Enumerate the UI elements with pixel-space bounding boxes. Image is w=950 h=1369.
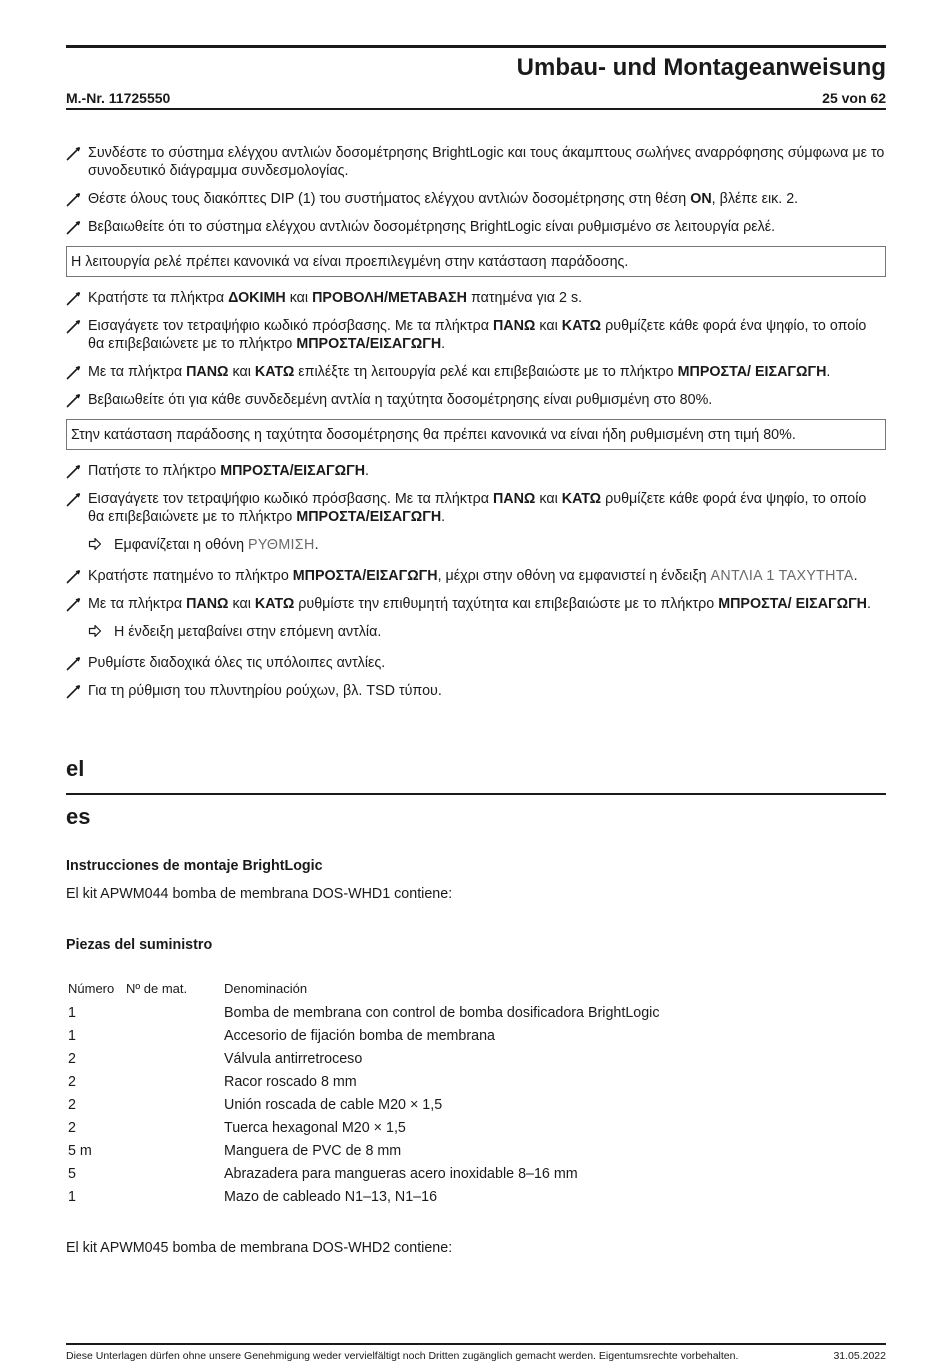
wrench-step-icon [66, 596, 82, 612]
cell-material-number [124, 1163, 222, 1186]
cell-quantity: 5 [68, 1166, 76, 1182]
step-text: Με τα πλήκτρα [88, 596, 187, 612]
table-row [66, 1117, 884, 1140]
instruction-step [66, 289, 886, 307]
table-row [66, 1094, 884, 1117]
table-row [66, 1048, 884, 1071]
footer-date: 31.05.2022 [833, 1350, 886, 1362]
instruction-step [66, 391, 886, 409]
step-text: πατημένα για 2 s. [466, 290, 583, 306]
display-text: ΡΥΘΜΙΣΗ [248, 537, 315, 553]
step-text: Πατήστε το πλήκτρο [88, 463, 221, 479]
step-text: και [285, 290, 313, 306]
step-text: . [441, 509, 446, 525]
note-box [66, 419, 886, 450]
cell-denomination: Racor roscado 8 mm [224, 1074, 357, 1090]
step-text: Εισαγάγετε τον τετραψήφιο κωδικό πρόσβασης. Με τα πλήκτρα [88, 491, 493, 507]
step-text: Κρατήστε πατημένο το πλήκτρο [88, 568, 293, 584]
cell-quantity: 2 [68, 1097, 76, 1113]
key-name: ΠΡΟΒΟΛΗ/ΜΕΤΑΒΑΣΗ [312, 290, 467, 306]
instruction-step [66, 317, 886, 353]
instruction-step [66, 490, 886, 526]
cell-denomination: Tuerca hexagonal M20 × 1,5 [224, 1120, 406, 1136]
wrench-step-icon [66, 463, 82, 479]
cell-quantity: 1 [68, 1189, 76, 1205]
step-text: . [826, 364, 831, 380]
wrench-step-icon [66, 655, 82, 671]
key-name: ΠΑΝΩ [492, 491, 536, 507]
arrow-result-icon [88, 537, 102, 551]
parts-heading: Piezas del suministro [66, 937, 213, 953]
step-text: Στην κατάσταση παράδοσης η ταχύτητα δοσομέτρησης θα πρέπει κανονικά να είναι ήδη ρυθμισμένη στη τιμή 80%. [71, 427, 796, 443]
step-text: Ρυθμίστε διαδοχικά όλες τις υπόλοιπες αντλίες. [88, 655, 386, 671]
column-header-number: Número [68, 981, 115, 996]
step-text: Θέστε όλους τους διακόπτες DIP (1) του συστήματος ελέγχου αντλιών δοσομέτρησης στη θέση [88, 191, 691, 207]
wrench-step-icon [66, 568, 82, 584]
cell-denomination: Bomba de membrana con control de bomba dosificadora BrightLogic [224, 1005, 660, 1021]
document-title: Umbau- und Montageanweisung [516, 54, 886, 81]
kit-description-2: El kit APWM045 bomba de membrana DOS-WHD2 contiene: [66, 1240, 453, 1256]
greek-instructions [66, 144, 886, 710]
step-text: . [441, 336, 446, 352]
step-text: και [228, 596, 255, 612]
instruction-step [66, 363, 886, 381]
key-name: ΜΠΡΟΣΤΑ/ΕΙΣΑΓΩΓΗ [220, 463, 366, 479]
instruction-step [66, 218, 886, 236]
page-indicator: 25 von 62 [822, 90, 886, 106]
instruction-step [66, 654, 886, 672]
cell-denomination: Manguera de PVC de 8 mm [224, 1143, 402, 1159]
cell-quantity: 1 [68, 1005, 76, 1021]
step-text: Βεβαιωθείτε ότι για κάθε συνδεδεμένη αντλία η ταχύτητα δοσομέτρησης είναι ρυθμισμένη στο 80%. [88, 392, 713, 408]
wrench-step-icon [66, 219, 82, 235]
instruction-step [66, 567, 886, 585]
result-item [66, 536, 886, 554]
key-name: ΚΑΤΩ [254, 596, 295, 612]
section-divider [66, 793, 886, 795]
key-name: ΚΑΤΩ [561, 491, 602, 507]
wrench-step-icon [66, 491, 82, 507]
step-text: και [535, 491, 562, 507]
table-row [66, 1140, 884, 1163]
note-box [66, 246, 886, 277]
header-meta [66, 90, 886, 106]
wrench-step-icon [66, 290, 82, 306]
footer-rule [66, 1343, 886, 1345]
key-name: ON [690, 191, 712, 207]
header-rule [66, 45, 886, 48]
step-text: Εμφανίζεται η οθόνη [114, 537, 249, 553]
step-text: , βλέπε εικ. 2. [711, 191, 799, 207]
footer [66, 1350, 886, 1362]
step-text: . [867, 596, 871, 612]
instruction-step [66, 190, 886, 208]
cell-denomination: Mazo de cableado N1–13, N1–16 [224, 1189, 438, 1205]
column-header-material: Nº de mat. [126, 981, 188, 996]
table-row [66, 1163, 884, 1186]
cell-denomination: Unión roscada de cable M20 × 1,5 [224, 1097, 443, 1113]
step-text: Η λειτουργία ρελέ πρέπει κανονικά να είναι προεπιλεγμένη στην κατάσταση παράδοσης. [71, 254, 629, 270]
cell-quantity: 5 m [68, 1143, 92, 1159]
header-rule-thin [66, 108, 886, 110]
language-marker-es: es [66, 804, 91, 829]
wrench-step-icon [66, 191, 82, 207]
column-header-name: Denominación [224, 981, 308, 996]
step-text: και [535, 318, 562, 334]
key-name: ΚΑΤΩ [561, 318, 602, 334]
parts-table [66, 980, 884, 1209]
key-name: ΜΠΡΟΣΤΑ/ΕΙΣΑΓΩΓΗ [296, 509, 442, 525]
key-name: ΠΑΝΩ [186, 596, 229, 612]
step-text: ρυθμίζετε κάθε φορά ένα ψηφίο, το οποίο θα επιβεβαιώνετε με το πλήκτρο [88, 318, 867, 352]
display-text: ΑΝΤΛΙΑ 1 ΤΑΧΥΤΗΤΑ [710, 568, 854, 584]
wrench-step-icon [66, 145, 82, 161]
step-text: . [365, 463, 370, 479]
table-row [66, 1025, 884, 1048]
table-row [66, 1071, 884, 1094]
wrench-step-icon [66, 683, 82, 699]
cell-quantity: 2 [68, 1120, 76, 1136]
arrow-result-icon [88, 624, 102, 638]
cell-material-number [124, 1071, 222, 1094]
cell-denomination: Abrazadera para mangueras acero inoxidable 8–16 mm [224, 1166, 578, 1182]
cell-quantity: 1 [68, 1028, 76, 1044]
key-name: ΜΠΡΟΣΤΑ/ΕΙΣΑΓΩΓΗ [296, 336, 442, 352]
cell-quantity: 2 [68, 1051, 76, 1067]
wrench-step-icon [66, 318, 82, 334]
step-text: επιλέξτε τη λειτουργία ρελέ και επιβεβαιώστε με το πλήκτρο [294, 364, 678, 380]
language-marker-el: el [66, 756, 85, 781]
step-text: ρυθμίστε την επιθυμητή ταχύτητα και επιβεβαιώστε με το πλήκτρο [294, 596, 719, 612]
spanish-section [66, 857, 886, 1257]
step-text: . [853, 568, 858, 584]
cell-denomination: Válvula antirretroceso [224, 1051, 363, 1067]
key-name: ΠΑΝΩ [492, 318, 536, 334]
footer-disclaimer: Diese Unterlagen dürfen ohne unsere Genehmigung weder vervielfältigt noch Dritten zugänglich gemacht werden. Eigentumsrechte vorbehalten. [66, 1350, 739, 1362]
key-name: ΔΟΚΙΜΗ [228, 290, 286, 306]
step-text: , μέχρι στην οθόνη να εμφανιστεί η ένδειξη [437, 568, 711, 584]
section-heading: Instrucciones de montaje BrightLogic [66, 858, 323, 874]
cell-material-number [124, 1002, 222, 1025]
cell-material-number [124, 1048, 222, 1071]
cell-material-number [124, 1094, 222, 1117]
step-text: Συνδέστε το σύστημα ελέγχου αντλιών δοσομέτρησης BrightLogic και τους άκαμπτους σωλήνες αναρρόφησης σύμφωνα με το συνοδευτικό διάγραμμα συνδεσμολογίας. [88, 145, 885, 179]
step-text: Η ένδειξη μεταβαίνει στην επόμενη αντλία. [114, 624, 382, 640]
wrench-step-icon [66, 364, 82, 380]
wrench-step-icon [66, 392, 82, 408]
cell-material-number [124, 1186, 222, 1209]
key-name: ΚΑΤΩ [254, 364, 295, 380]
instruction-step [66, 462, 886, 480]
instruction-step [66, 595, 886, 613]
table-row [66, 1186, 884, 1209]
step-text: Με τα πλήκτρα [88, 364, 187, 380]
key-name: ΠΑΝΩ [186, 364, 229, 380]
doc-number: M.-Nr. 11725550 [66, 90, 171, 106]
table-header-row [66, 980, 884, 1002]
cell-material-number [124, 1025, 222, 1048]
cell-denomination: Accesorio de fijación bomba de membrana [224, 1028, 495, 1044]
step-text: Κρατήστε τα πλήκτρα [88, 290, 229, 306]
key-name: ΜΠΡΟΣΤΑ/ ΕΙΣΑΓΩΓΗ [718, 596, 868, 612]
step-text: ρυθμίζετε κάθε φορά ένα ψηφίο, το οποίο θα επιβεβαιώνετε με το πλήκτρο [88, 491, 867, 525]
cell-quantity: 2 [68, 1074, 76, 1090]
kit-description: El kit APWM044 bomba de membrana DOS-WHD1 contiene: [66, 886, 453, 902]
cell-material-number [124, 1117, 222, 1140]
cell-material-number [124, 1140, 222, 1163]
step-text: και [228, 364, 255, 380]
key-name: ΜΠΡΟΣΤΑ/ ΕΙΣΑΓΩΓΗ [677, 364, 827, 380]
instruction-step [66, 144, 886, 180]
step-text: Για τη ρύθμιση του πλυντηρίου ρούχων, βλ. TSD τύπου. [88, 683, 442, 699]
result-item [66, 623, 886, 641]
step-text: . [314, 537, 319, 553]
table-row [66, 1002, 884, 1025]
key-name: ΜΠΡΟΣΤΑ/ΕΙΣΑΓΩΓΗ [292, 568, 438, 584]
instruction-step [66, 682, 886, 700]
step-text: Βεβαιωθείτε ότι το σύστημα ελέγχου αντλιών δοσομέτρησης BrightLogic είναι ρυθμισμένο σε λειτουργία ρελέ. [88, 219, 776, 235]
step-text: Εισαγάγετε τον τετραψήφιο κωδικό πρόσβασης. Με τα πλήκτρα [88, 318, 493, 334]
